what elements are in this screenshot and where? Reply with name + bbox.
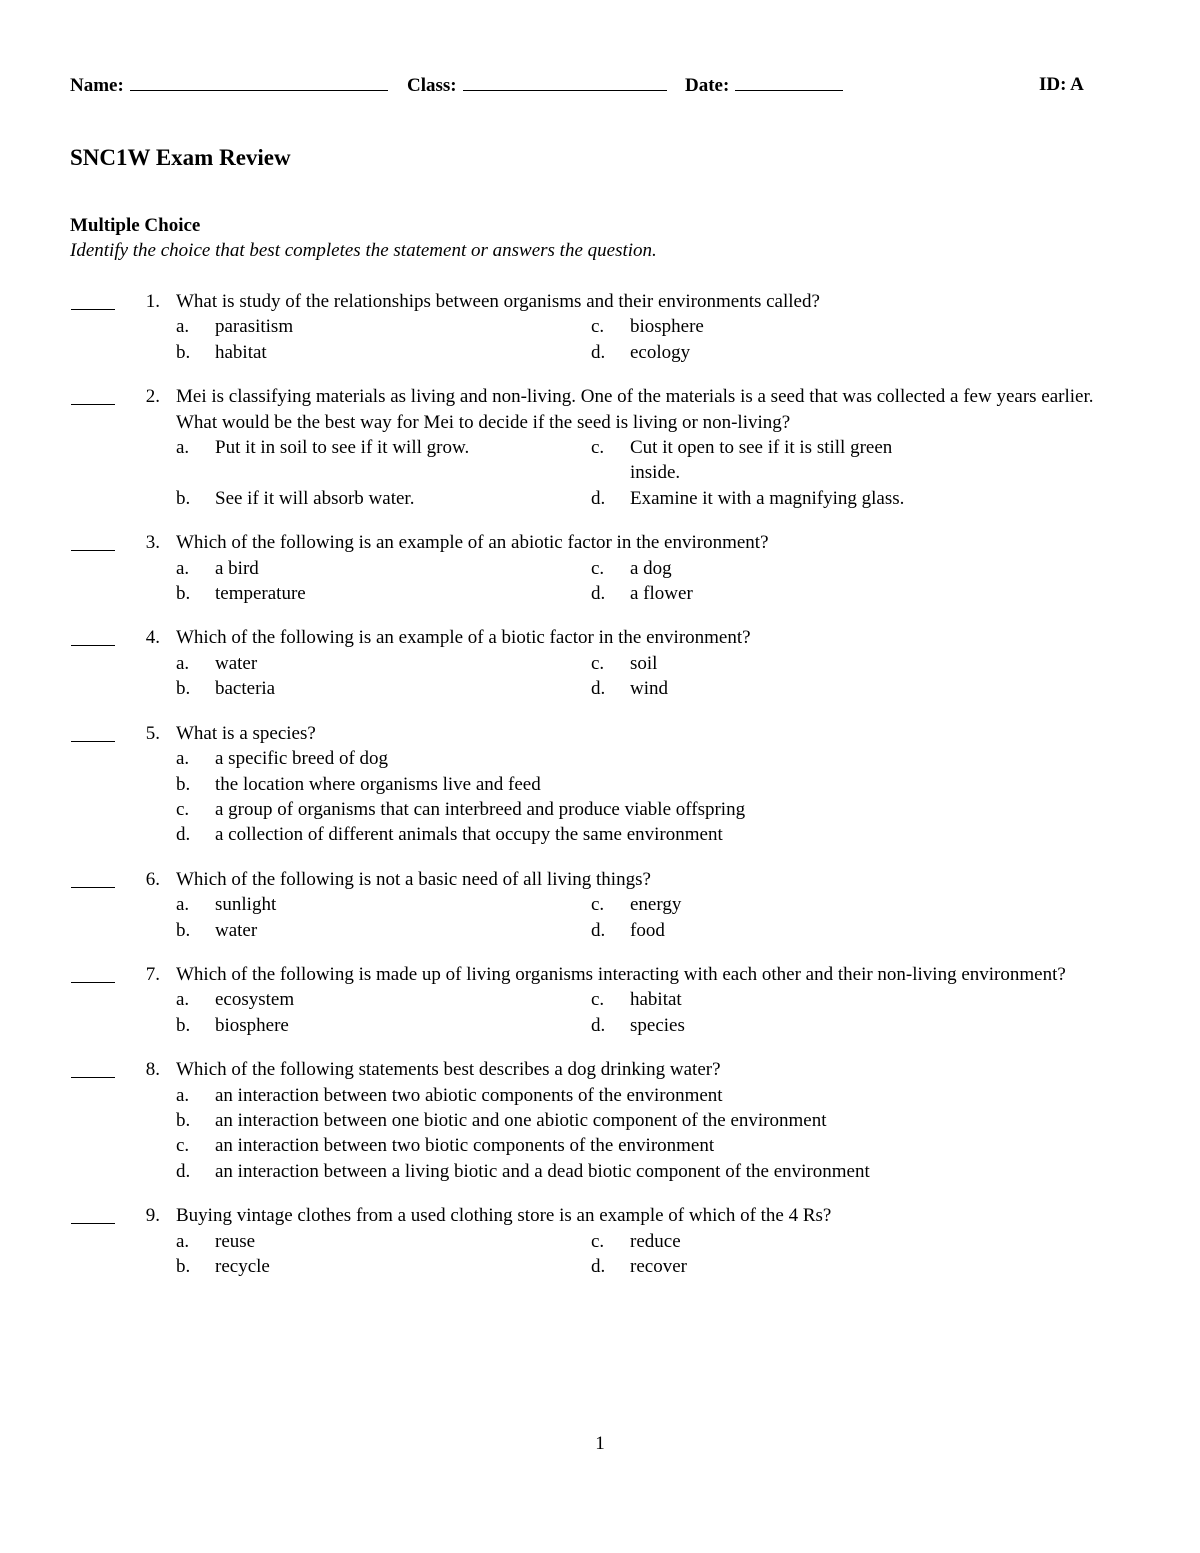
question-8 — [0, 1057, 1200, 1184]
choice-letter: c. — [591, 652, 605, 674]
choices — [176, 746, 1200, 848]
choice-letter: a. — [176, 1230, 190, 1252]
choice-text: ecology — [630, 341, 691, 363]
choice-text: an interaction between two biotic components of the environment — [215, 1135, 715, 1157]
choice-text: biosphere — [215, 1014, 289, 1036]
choice-letter: d. — [591, 919, 606, 941]
choice-letter: d. — [591, 341, 606, 363]
choice-b — [176, 772, 1006, 797]
choice-c — [591, 892, 1006, 917]
choices — [176, 314, 1200, 365]
choice-c — [176, 797, 1006, 822]
choice-text: the location where organisms live and feed — [215, 773, 541, 795]
question-number: 5. — [145, 722, 160, 744]
choice-text: a dog — [630, 557, 672, 579]
choice-letter: d. — [591, 1256, 606, 1277]
question-list — [0, 289, 1200, 1298]
choice-letter: b. — [176, 1014, 191, 1036]
choice-text: recover — [630, 1256, 687, 1277]
answer-blank[interactable] — [71, 1077, 115, 1078]
question-9 — [0, 1203, 1200, 1279]
choice-a — [176, 1083, 1006, 1108]
choice-letter: a. — [176, 557, 190, 579]
choice-text: a bird — [215, 557, 259, 579]
answer-blank[interactable] — [71, 309, 115, 310]
choice-c — [591, 987, 1006, 1012]
question-number: 3. — [145, 532, 160, 554]
choice-text: an interaction between two abiotic components of the environment — [215, 1084, 723, 1106]
choice-letter: c. — [591, 894, 605, 916]
choice-letter: b. — [176, 1109, 191, 1131]
class-label: Class: — [407, 75, 457, 96]
question-text: Which of the following is an example of an abiotic factor in the environment? — [176, 532, 769, 554]
choice-c — [591, 651, 1006, 676]
choices — [176, 435, 1200, 511]
choice-letter: b. — [176, 773, 191, 795]
choice-b — [176, 1108, 1006, 1133]
question-3 — [0, 530, 1200, 606]
name-blank[interactable] — [130, 72, 388, 91]
choice-text: biosphere — [630, 316, 704, 338]
choice-d — [176, 1159, 1006, 1184]
choice-text: Cut it open to see if it is still green inside. — [630, 437, 893, 484]
choices — [176, 892, 1200, 943]
choice-letter: d. — [176, 1160, 191, 1182]
choice-a — [176, 651, 591, 676]
choice-b — [176, 486, 591, 511]
choice-d — [591, 1254, 1006, 1279]
choice-text: energy — [630, 894, 682, 916]
choice-text: temperature — [215, 583, 306, 605]
answer-blank[interactable] — [71, 982, 115, 983]
choice-d — [591, 486, 1006, 511]
header — [70, 72, 1100, 98]
choice-text: an interaction between a living biotic and a dead biotic component of the environment — [215, 1160, 870, 1182]
choice-text: reduce — [630, 1230, 681, 1252]
choice-c — [591, 435, 1006, 486]
choice-text: a group of organisms that can interbreed and produce viable offspring — [215, 798, 746, 820]
date-blank[interactable] — [735, 72, 843, 91]
question-text: What is study of the relationships between organisms and their environments called? — [176, 291, 820, 312]
choice-letter: a. — [176, 316, 190, 338]
choice-text: a specific breed of dog — [215, 748, 389, 770]
choice-b — [176, 340, 591, 365]
question-number: 2. — [145, 386, 160, 408]
choice-d — [591, 676, 1006, 701]
choice-letter: c. — [591, 989, 605, 1011]
answer-blank[interactable] — [71, 887, 115, 888]
choice-letter: b. — [176, 487, 191, 509]
choice-letter: a. — [176, 652, 190, 674]
question-number: 7. — [145, 963, 160, 985]
choice-text: an interaction between one biotic and one abiotic component of the environment — [215, 1109, 827, 1131]
choice-text: bacteria — [215, 678, 276, 700]
choice-text: habitat — [215, 341, 267, 363]
choice-c — [591, 314, 1006, 339]
section-instructions: Identify the choice that best completes the statement or answers the question. — [70, 240, 657, 261]
choice-letter: d. — [176, 824, 191, 846]
answer-blank[interactable] — [71, 1223, 115, 1224]
document-title: SNC1W Exam Review — [70, 145, 291, 170]
choice-text: wind — [630, 678, 668, 700]
choice-b — [176, 918, 591, 943]
choice-letter: b. — [176, 1256, 191, 1277]
choices — [176, 987, 1200, 1038]
class-field — [407, 72, 667, 99]
choice-letter: b. — [176, 919, 191, 941]
id-label: ID: A — [1039, 74, 1084, 95]
choice-d — [591, 1013, 1006, 1038]
question-text: Buying vintage clothes from a used clothing store is an example of which of the 4 Rs? — [176, 1205, 832, 1227]
choice-text: a collection of different animals that occupy the same environment — [215, 824, 723, 846]
choice-text: species — [630, 1014, 685, 1036]
choice-text: water — [215, 652, 258, 674]
choice-b — [176, 676, 591, 701]
choice-letter: c. — [591, 316, 605, 338]
choice-a — [176, 556, 591, 581]
question-number: 6. — [145, 868, 160, 890]
question-4 — [0, 625, 1200, 701]
name-field — [70, 72, 388, 99]
choice-letter: a. — [176, 1084, 190, 1106]
choice-text: parasitism — [215, 316, 294, 338]
choice-text: See if it will absorb water. — [215, 487, 415, 509]
choice-b — [176, 1013, 591, 1038]
choice-text: Put it in soil to see if it will grow. — [215, 437, 470, 459]
choice-letter: b. — [176, 341, 191, 363]
choice-letter: b. — [176, 583, 191, 605]
question-1 — [0, 289, 1200, 365]
choice-text: sunlight — [215, 894, 277, 916]
choice-d — [591, 340, 1006, 365]
choice-b — [176, 581, 591, 606]
choice-letter: c. — [591, 1230, 605, 1252]
answer-blank[interactable] — [71, 645, 115, 646]
choices — [176, 1083, 1200, 1185]
answer-blank[interactable] — [71, 404, 115, 405]
choice-letter: d. — [591, 678, 606, 700]
question-number: 8. — [145, 1059, 160, 1081]
choice-letter: b. — [176, 678, 191, 700]
choice-letter: d. — [591, 1014, 606, 1036]
question-2 — [0, 384, 1200, 511]
date-label: Date: — [685, 75, 730, 96]
choice-a — [176, 314, 591, 339]
choice-letter: d. — [591, 487, 606, 509]
question-number: 4. — [145, 627, 160, 649]
question-text: Which of the following is made up of living organisms interacting with each other and their non-living environment? — [176, 963, 1066, 985]
choice-letter: c. — [591, 437, 605, 459]
choice-letter: c. — [591, 557, 605, 579]
choice-text: water — [215, 919, 258, 941]
question-text: Which of the following statements best describes a dog drinking water? — [176, 1059, 721, 1081]
question-text: What is a species? — [176, 722, 316, 744]
choice-text: ecosystem — [215, 989, 295, 1011]
choice-letter: a. — [176, 748, 190, 770]
choice-d — [591, 918, 1006, 943]
question-number: 1. — [145, 291, 160, 312]
choice-letter: d. — [591, 583, 606, 605]
choice-d — [176, 822, 1006, 847]
question-6 — [0, 867, 1200, 943]
date-field — [685, 72, 843, 99]
choice-c — [591, 556, 1006, 581]
question-text: Which of the following is not a basic need of all living things? — [176, 868, 651, 890]
choice-b — [176, 1254, 591, 1279]
class-blank[interactable] — [463, 72, 667, 91]
question-7 — [0, 962, 1200, 1038]
choice-text: Examine it with a magnifying glass. — [630, 487, 905, 509]
choice-text: recycle — [215, 1256, 270, 1277]
question-number: 9. — [145, 1205, 160, 1227]
question-text: Which of the following is an example of a biotic factor in the environment? — [176, 627, 751, 649]
choice-text: habitat — [630, 989, 682, 1011]
section-title: Multiple Choice — [70, 215, 201, 236]
choice-text: reuse — [215, 1230, 256, 1252]
choice-c — [591, 1229, 1006, 1254]
choice-letter: c. — [176, 798, 190, 820]
choice-a — [176, 1229, 591, 1254]
choice-letter: a. — [176, 989, 190, 1011]
choices — [176, 651, 1200, 702]
question-5 — [0, 721, 1200, 848]
choice-text: food — [630, 919, 665, 941]
page-number: 1 — [595, 1433, 605, 1454]
choice-letter: a. — [176, 894, 190, 916]
choice-letter: a. — [176, 437, 190, 459]
choices — [176, 556, 1200, 607]
choice-d — [591, 581, 1006, 606]
choice-text: soil — [630, 652, 658, 674]
choice-text: a flower — [630, 583, 693, 605]
choice-a — [176, 435, 591, 486]
choice-a — [176, 987, 591, 1012]
choice-c — [176, 1133, 1006, 1158]
choice-a — [176, 892, 591, 917]
choices — [176, 1229, 1200, 1280]
question-text: Mei is classifying materials as living and non-living. One of the materials is a seed that was collected a few years earlier. What would be the best way for Mei to decide if the seed is living or non-living? — [176, 386, 1094, 433]
answer-blank[interactable] — [71, 550, 115, 551]
name-label: Name: — [70, 75, 124, 96]
answer-blank[interactable] — [71, 741, 115, 742]
choice-letter: c. — [176, 1135, 190, 1157]
choice-a — [176, 746, 1006, 771]
